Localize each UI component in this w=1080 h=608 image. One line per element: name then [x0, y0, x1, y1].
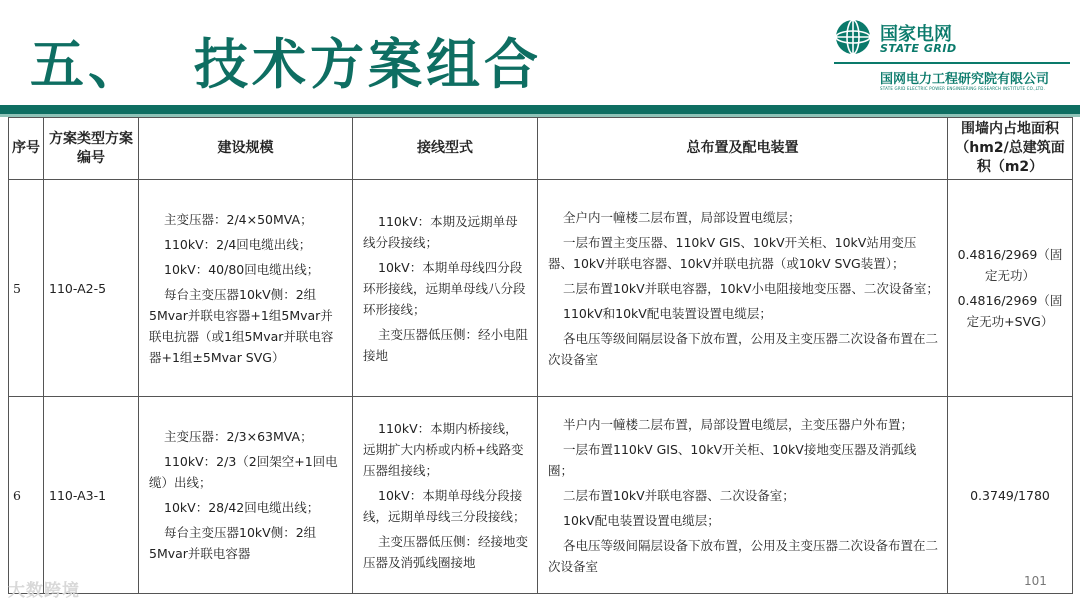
- header-seq: 序号: [9, 118, 44, 180]
- row-area: [948, 180, 1073, 397]
- scheme-table: [8, 117, 1073, 594]
- row-wiring: [353, 397, 538, 594]
- scale-line: 每台主变压器10kV侧：2组5Mvar并联电容器: [149, 525, 317, 561]
- title-text: 技术方案组合: [194, 33, 542, 96]
- header-scale: 建设规模: [139, 118, 353, 180]
- layout-line: 各电压等级间隔层设备下放布置，公用及主变压器二次设备布置在二次设备室: [548, 537, 939, 574]
- header-layout: 总布置及配电装置: [538, 118, 948, 180]
- slide-title: [30, 22, 542, 99]
- row-code: 110-A2-5: [44, 180, 139, 397]
- logo-name-cn: 国家电网: [880, 24, 952, 45]
- scale-line: 110kV：2/3（2回架空+1回电缆）出线；: [149, 454, 338, 490]
- area-value: 0.3749/1780: [970, 487, 1050, 503]
- wiring-line: 10kV：本期单母线分段接线，远期单母线三分段接线；: [363, 487, 526, 524]
- row-area: [948, 397, 1073, 594]
- row-code: 110-A3-1: [44, 397, 139, 594]
- row-layout: [538, 397, 948, 594]
- header-wiring: 接线型式: [353, 118, 538, 180]
- area-value: 0.4816/2969（固定无功）: [957, 247, 1063, 283]
- row-layout: [538, 180, 948, 397]
- scale-line: 主变压器：2/3×63MVA；: [164, 429, 313, 444]
- page-number: 101: [1024, 574, 1047, 588]
- row-seq: 6: [9, 397, 44, 594]
- title-number: 五、: [30, 33, 146, 96]
- table-row: [9, 180, 1073, 397]
- scale-line: 110kV：2/4回电缆出线；: [164, 236, 312, 252]
- layout-line: 二层布置10kV并联电容器，10kV小电阻接地变压器、二次设备室；: [563, 280, 939, 296]
- wiring-line: 主变压器低压侧：经小电阻接地: [363, 326, 529, 363]
- layout-line: 各电压等级间隔层设备下放布置，公用及主变压器二次设备布置在二次设备室: [548, 330, 939, 367]
- logo-name-en: STATE GRID: [880, 42, 957, 55]
- layout-line: 一层布置主变压器、110kV GIS、10kV开关柜、10kV站用变压器、10kV并联电容器、10kV并联电抗器（或10kV SVG装置）；: [548, 234, 917, 271]
- state-grid-logo: [834, 18, 1070, 98]
- row-scale: [139, 397, 353, 594]
- row-seq: 5: [9, 180, 44, 397]
- wiring-line: 110kV：本期及远期单母线分段接线；: [363, 213, 518, 250]
- layout-line: 110kV和10kV配电装置设置电缆层；: [563, 305, 772, 321]
- wiring-line: 110kV：本期内桥接线，远期扩大内桥或内桥+线路变压器组接线；: [363, 420, 524, 478]
- row-scale: [139, 180, 353, 397]
- header-code: 方案类型方案编号: [44, 118, 139, 180]
- table-row: [9, 397, 1073, 594]
- table-header-row: [9, 118, 1073, 180]
- scale-line: 每台主变压器10kV侧：2组5Mvar并联电容器+1组5Mvar并联电抗器（或1组5Mvar并联电容器+1组±5Mvar SVG）: [149, 286, 334, 365]
- layout-line: 全户内一幢楼二层布置，局部设置电缆层；: [563, 209, 801, 225]
- logo-divider: [834, 62, 1070, 64]
- area-value: 0.4816/2969（固定无功+SVG）: [957, 293, 1063, 329]
- scale-line: 10kV：28/42回电缆出线；: [164, 500, 320, 515]
- wiring-line: 主变压器低压侧：经接地变压器及消弧线圈接地: [363, 533, 529, 570]
- state-grid-emblem-icon: [834, 18, 872, 56]
- layout-line: 二层布置10kV并联电容器、二次设备室；: [563, 487, 795, 503]
- scale-line: 10kV：40/80回电缆出线；: [164, 261, 320, 277]
- layout-line: 一层布置110kV GIS、10kV开关柜、10kV接地变压器及消弧线圈；: [548, 441, 917, 478]
- scale-line: 主变压器：2/4×50MVA；: [164, 211, 313, 227]
- layout-line: 半户内一幢楼二层布置，局部设置电缆层，主变压器户外布置；: [563, 416, 914, 432]
- logo-org-cn: 国网电力工程研究院有限公司: [880, 72, 1050, 87]
- logo-org-en: STATE GRID ELECTRIC POWER ENGINEERING RESEARCH INSTITUTE CO.,LTD.: [880, 86, 1046, 91]
- header-area: 围墙内占地面积（hm2/总建筑面积（m2）: [948, 118, 1073, 180]
- watermark: 大数跨境: [8, 581, 80, 601]
- layout-line: 10kV配电装置设置电缆层；: [563, 512, 720, 528]
- header-band: [0, 105, 1080, 114]
- wiring-line: 10kV：本期单母线四分段环形接线，远期单母线八分段环形接线；: [363, 259, 526, 317]
- row-wiring: [353, 180, 538, 397]
